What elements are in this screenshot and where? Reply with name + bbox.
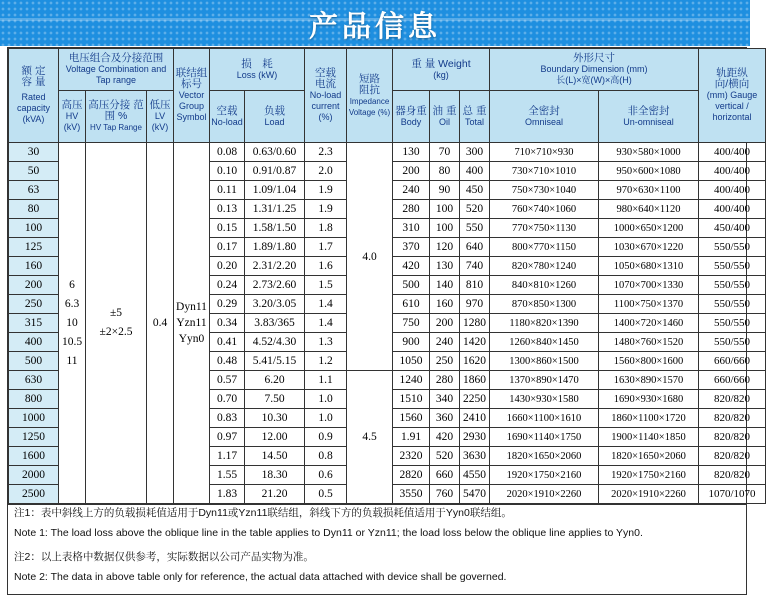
table-cell: 1050 — [393, 352, 430, 371]
table-cell: 100 — [430, 219, 460, 238]
table-cell: 500 — [9, 352, 59, 371]
table-cell: 0.8 — [305, 447, 347, 466]
loss-zh: 损 耗 — [241, 57, 273, 70]
table-cell: 4550 — [460, 466, 490, 485]
tap-zh: 高压分接 范围 % — [88, 99, 144, 122]
table-cell: 1.0 — [305, 390, 347, 409]
table-cell: 2250 — [460, 390, 490, 409]
table-cell: 400/400 — [699, 162, 766, 181]
table-cell: 1300×860×1500 — [490, 352, 599, 371]
table-cell: 1.4 — [305, 295, 347, 314]
col-noload — [210, 91, 245, 143]
table-cell: 3550 — [393, 485, 430, 504]
loss-en: Loss (kW) — [236, 69, 278, 80]
col-impedance — [347, 49, 393, 143]
note1-zh: 注1：表中斜线上方的负载损耗值适用于Dyn11或Yzn11联结组，斜线下方的负载损耗值适用于Yyn0联结组。 — [14, 507, 512, 519]
dim-en: Boundary Dimension (mm) — [540, 64, 648, 74]
table-cell: 125 — [9, 238, 59, 257]
table-cell: 2.31/2.20 — [245, 257, 305, 276]
table-cell: 1.17 — [210, 447, 245, 466]
table-cell: 630 — [9, 371, 59, 390]
spec-table — [8, 48, 766, 504]
table-cell: 0.17 — [210, 238, 245, 257]
table-cell: 200 — [430, 314, 460, 333]
table-cell: 900 — [393, 333, 430, 352]
table-cell: 0.20 — [210, 257, 245, 276]
table-cell: 2.73/2.60 — [245, 276, 305, 295]
table-cell: 800×770×1150 — [490, 238, 599, 257]
table-cell: 0.6 — [305, 466, 347, 485]
table-cell: 0.10 — [210, 162, 245, 181]
table-cell: 90 — [430, 181, 460, 200]
col-lv — [147, 91, 174, 143]
table-cell: 930×580×1000 — [599, 143, 699, 162]
table-cell: 160 — [9, 257, 59, 276]
vector-value: Yyn0 — [178, 333, 205, 345]
table-cell: 0.57 — [210, 371, 245, 390]
table-cell: 1420 — [460, 333, 490, 352]
table-cell: 660 — [430, 466, 460, 485]
table-cell: 14.50 — [245, 447, 305, 466]
table-cell: 550/550 — [699, 333, 766, 352]
table-cell: 0.5 — [305, 485, 347, 504]
table-cell: 1070/1070 — [699, 485, 766, 504]
table-cell: 1.58/1.50 — [245, 219, 305, 238]
table-cell: 840×810×1260 — [490, 276, 599, 295]
table-cell: 0.15 — [210, 219, 245, 238]
table-cell: 1.6 — [305, 257, 347, 276]
table-cell: 550/550 — [699, 276, 766, 295]
table-cell: 370 — [393, 238, 430, 257]
table-cell: 300 — [460, 143, 490, 162]
omni-zh: 全密封 — [528, 104, 560, 117]
table-cell: 3630 — [460, 447, 490, 466]
col-hv — [59, 91, 86, 143]
table-cell: 10.30 — [245, 409, 305, 428]
table-cell: 1560 — [393, 409, 430, 428]
lv-merged-cell: 0.4 — [147, 143, 174, 504]
table-cell: 2820 — [393, 466, 430, 485]
page-title: 产品信息 — [308, 9, 441, 43]
vector-zh: 联结组 标号 — [175, 67, 208, 90]
table-cell: 2000 — [9, 466, 59, 485]
dim-formula: 长(L)×宽(W)×高(H) — [556, 75, 632, 85]
table-cell: 550/550 — [699, 257, 766, 276]
col-oil — [430, 91, 460, 143]
gauge-en: (mm) Gauge vertical / horizontal — [706, 90, 758, 122]
weight-zh: 重 量 Weight — [411, 57, 471, 70]
table-cell: 1240 — [393, 371, 430, 390]
table-cell: 420 — [393, 257, 430, 276]
hv-value: 6 — [69, 278, 75, 291]
table-cell: 1860×1100×1720 — [599, 409, 699, 428]
table-cell: 80 — [9, 200, 59, 219]
table-cell: 1560×800×1600 — [599, 352, 699, 371]
impedance-zh: 短路 阻抗 — [359, 72, 380, 96]
lv-zh: 低压 — [149, 99, 171, 111]
total-zh: 总 重 — [462, 104, 487, 117]
table-cell: 1820×1650×2060 — [599, 447, 699, 466]
table-cell: 280 — [430, 371, 460, 390]
table-cell: 315 — [9, 314, 59, 333]
table-cell: 1070×700×1330 — [599, 276, 699, 295]
vector-en: Vector Group Symbol — [176, 90, 207, 122]
table-cell: 12.00 — [245, 428, 305, 447]
table-cell: 250 — [9, 295, 59, 314]
table-cell: 400 — [460, 162, 490, 181]
table-cell: 450 — [460, 181, 490, 200]
impedance-merged-b: 4.5 — [347, 371, 393, 504]
table-cell: 200 — [9, 276, 59, 295]
note2-zh: 注2：以上表格中数据仅供参考，实际数据以公司产品实物为准。 — [14, 551, 314, 563]
table-cell: 500 — [393, 276, 430, 295]
table-cell: 1600 — [9, 447, 59, 466]
hv-zh: 高压 — [61, 99, 83, 111]
col-noload-current — [305, 49, 347, 143]
hv-value: 11 — [66, 354, 78, 367]
table-cell: 550/550 — [699, 238, 766, 257]
table-cell: 1.3 — [305, 333, 347, 352]
table-cell: 1620 — [460, 352, 490, 371]
hv-merged-cell — [59, 143, 86, 504]
table-cell: 400/400 — [699, 143, 766, 162]
table-cell: 1480×760×1520 — [599, 333, 699, 352]
table-cell: 1.83 — [210, 485, 245, 504]
table-cell: 0.91/0.87 — [245, 162, 305, 181]
table-cell: 520 — [460, 200, 490, 219]
table-cell: 820/820 — [699, 428, 766, 447]
rated-en: Rated capacity (kVA) — [16, 92, 51, 124]
vector-value: Dyn11 — [176, 301, 207, 313]
table-cell: 5470 — [460, 485, 490, 504]
spec-table-body — [9, 143, 766, 504]
table-cell: 0.08 — [210, 143, 245, 162]
table-cell: 100 — [9, 219, 59, 238]
col-dimension — [490, 49, 699, 91]
table-cell: 400 — [9, 333, 59, 352]
table-cell: 1.9 — [305, 181, 347, 200]
table-cell: 970 — [460, 295, 490, 314]
table-cell: 970×630×1100 — [599, 181, 699, 200]
table-cell: 2320 — [393, 447, 430, 466]
tap-value: ±2×2.5 — [99, 326, 133, 338]
table-cell: 1050×680×1310 — [599, 257, 699, 276]
col-weight — [393, 49, 490, 91]
table-cell: 1430×930×1580 — [490, 390, 599, 409]
tap-merged-cell — [86, 143, 147, 504]
unomni-zh: 非全密封 — [627, 104, 670, 117]
vector-value: Yzn11 — [176, 317, 207, 329]
table-cell: 1.4 — [305, 314, 347, 333]
table-cell: 450/400 — [699, 219, 766, 238]
noload-en: No-load — [211, 116, 243, 127]
weight-en: (kg) — [433, 69, 449, 80]
table-cell: 200 — [393, 162, 430, 181]
table-cell: 810 — [460, 276, 490, 295]
col-voltage-combination — [59, 49, 174, 91]
col-unomniseal — [599, 91, 699, 143]
table-cell: 4.52/4.30 — [245, 333, 305, 352]
table-cell: 1400×720×1460 — [599, 314, 699, 333]
spec-table-container — [7, 47, 758, 505]
table-cell: 820/820 — [699, 409, 766, 428]
table-cell: 160 — [430, 295, 460, 314]
table-cell: 0.63/0.60 — [245, 143, 305, 162]
table-cell: 0.29 — [210, 295, 245, 314]
table-cell: 950×600×1080 — [599, 162, 699, 181]
tap-en: HV Tap Range — [90, 123, 142, 132]
table-cell: 2930 — [460, 428, 490, 447]
table-cell: 400/400 — [699, 200, 766, 219]
table-cell: 310 — [393, 219, 430, 238]
table-cell: 1260×840×1450 — [490, 333, 599, 352]
table-cell: 740 — [460, 257, 490, 276]
table-cell: 750 — [393, 314, 430, 333]
body-zh: 器身重 — [395, 104, 427, 117]
table-cell: 2500 — [9, 485, 59, 504]
table-cell: 870×850×1300 — [490, 295, 599, 314]
table-cell: 6.20 — [245, 371, 305, 390]
table-cell: 550/550 — [699, 295, 766, 314]
table-cell: 1.8 — [305, 219, 347, 238]
col-load — [245, 91, 305, 143]
table-cell: 0.97 — [210, 428, 245, 447]
table-cell: 400/400 — [699, 181, 766, 200]
col-vector-group — [174, 49, 210, 143]
table-cell: 240 — [430, 333, 460, 352]
table-cell: 50 — [9, 162, 59, 181]
table-cell: 80 — [430, 162, 460, 181]
table-cell: 2020×1910×2260 — [599, 485, 699, 504]
table-cell: 140 — [430, 276, 460, 295]
col-rated-capacity — [9, 49, 59, 143]
table-cell: 1660×1100×1610 — [490, 409, 599, 428]
table-cell: 1.89/1.80 — [245, 238, 305, 257]
table-cell: 1280 — [460, 314, 490, 333]
table-cell: 1.09/1.04 — [245, 181, 305, 200]
table-cell: 820/820 — [699, 390, 766, 409]
col-total — [460, 91, 490, 143]
table-cell: 7.50 — [245, 390, 305, 409]
table-cell: 1900×1140×1850 — [599, 428, 699, 447]
col-gauge — [699, 49, 766, 143]
hv-en: HV (kV) — [63, 111, 81, 132]
table-cell: 770×750×1130 — [490, 219, 599, 238]
load-en: Load — [264, 116, 285, 127]
impedance-en: Impedance Voltage (%) — [348, 96, 391, 117]
table-cell: 280 — [393, 200, 430, 219]
table-cell: 710×710×930 — [490, 143, 599, 162]
table-cell: 18.30 — [245, 466, 305, 485]
table-cell: 1.9 — [305, 200, 347, 219]
table-cell: 820×780×1240 — [490, 257, 599, 276]
table-cell: 30 — [9, 143, 59, 162]
table-cell: 3.20/3.05 — [245, 295, 305, 314]
table-cell: 640 — [460, 238, 490, 257]
table-cell: 240 — [393, 181, 430, 200]
table-cell: 3.83/365 — [245, 314, 305, 333]
table-cell: 21.20 — [245, 485, 305, 504]
noload-zh: 空载 — [216, 104, 238, 117]
table-cell: 250 — [430, 352, 460, 371]
voltage-en: Voltage Combination and Tap range — [65, 64, 167, 85]
table-cell: 1.55 — [210, 466, 245, 485]
table-cell: 520 — [430, 447, 460, 466]
table-cell: 0.13 — [210, 200, 245, 219]
table-cell: 1820×1650×2060 — [490, 447, 599, 466]
table-cell: 1920×1750×2160 — [490, 466, 599, 485]
table-cell: 1030×670×1220 — [599, 238, 699, 257]
table-cell: 1000 — [9, 409, 59, 428]
load-zh: 负载 — [264, 104, 285, 117]
table-cell: 730×710×1010 — [490, 162, 599, 181]
table-cell: 0.48 — [210, 352, 245, 371]
table-cell: 1180×820×1390 — [490, 314, 599, 333]
table-cell: 980×640×1120 — [599, 200, 699, 219]
table-cell: 120 — [430, 238, 460, 257]
table-cell: 2410 — [460, 409, 490, 428]
vector-merged-cell — [174, 143, 210, 504]
table-cell: 1690×930×1680 — [599, 390, 699, 409]
omni-en: Omniseal — [524, 116, 563, 127]
table-cell: 0.41 — [210, 333, 245, 352]
table-cell: 820/820 — [699, 466, 766, 485]
hv-value: 6.3 — [64, 297, 80, 310]
table-cell: 100 — [430, 200, 460, 219]
table-cell: 130 — [430, 257, 460, 276]
dim-zh: 外形尺寸 — [573, 52, 615, 64]
table-cell: 1.91 — [393, 428, 430, 447]
voltage-zh: 电压组合及分接范围 — [68, 52, 164, 64]
col-omniseal — [490, 91, 599, 143]
oil-en: Oil — [439, 116, 450, 127]
table-cell: 610 — [393, 295, 430, 314]
table-cell: 1630×890×1570 — [599, 371, 699, 390]
table-cell: 760 — [430, 485, 460, 504]
table-cell: 1.2 — [305, 352, 347, 371]
table-cell: 0.83 — [210, 409, 245, 428]
table-cell: 2020×1910×2260 — [490, 485, 599, 504]
table-cell: 1000×650×1200 — [599, 219, 699, 238]
table-cell: 800 — [9, 390, 59, 409]
table-cell: 1920×1750×2160 — [599, 466, 699, 485]
table-cell: 550/550 — [699, 314, 766, 333]
table-row — [9, 143, 766, 162]
table-cell: 0.9 — [305, 428, 347, 447]
table-cell: 1.1 — [305, 371, 347, 390]
table-cell: 1370×890×1470 — [490, 371, 599, 390]
table-cell: 1690×1140×1750 — [490, 428, 599, 447]
table-cell: 2.3 — [305, 143, 347, 162]
table-cell: 340 — [430, 390, 460, 409]
table-cell: 750×730×1040 — [490, 181, 599, 200]
table-cell: 1510 — [393, 390, 430, 409]
table-cell: 2.0 — [305, 162, 347, 181]
table-cell: 820/820 — [699, 447, 766, 466]
table-cell: 1.0 — [305, 409, 347, 428]
unomni-en: Un-omniseal — [623, 116, 674, 127]
table-cell: 760×740×1060 — [490, 200, 599, 219]
table-cell: 63 — [9, 181, 59, 200]
table-cell: 130 — [393, 143, 430, 162]
table-cell: 1860 — [460, 371, 490, 390]
hv-value: 10 — [66, 316, 78, 329]
table-cell: 0.11 — [210, 181, 245, 200]
table-cell: 1.31/1.25 — [245, 200, 305, 219]
table-cell: 660/660 — [699, 352, 766, 371]
table-cell: 70 — [430, 143, 460, 162]
table-cell: 0.70 — [210, 390, 245, 409]
table-cell: 360 — [430, 409, 460, 428]
oil-zh: 油 重 — [432, 104, 457, 117]
nlcurrent-zh: 空载 电流 — [315, 67, 336, 90]
gauge-zh: 轨距纵 向/横向 — [714, 67, 750, 90]
lv-en: LV (kV) — [151, 111, 169, 132]
table-cell: 0.24 — [210, 276, 245, 295]
impedance-merged-a: 4.0 — [347, 143, 393, 371]
title-banner — [0, 0, 750, 46]
table-cell: 1100×750×1370 — [599, 295, 699, 314]
hv-value: 10.5 — [61, 335, 83, 348]
col-tap — [86, 91, 147, 143]
col-loss — [210, 49, 305, 91]
table-cell: 420 — [430, 428, 460, 447]
tap-value: ±5 — [109, 307, 123, 319]
rated-zh: 额 定 容 量 — [21, 65, 46, 88]
table-cell: 1250 — [9, 428, 59, 447]
table-cell: 1.7 — [305, 238, 347, 257]
col-body — [393, 91, 430, 143]
table-cell: 5.41/5.15 — [245, 352, 305, 371]
body-en: Body — [400, 116, 422, 127]
table-cell: 660/660 — [699, 371, 766, 390]
table-cell: 0.34 — [210, 314, 245, 333]
table-cell: 1.5 — [305, 276, 347, 295]
note1-en: Note 1: The load loss above the oblique line in the table applies to Dyn11 or Yzn11; the load loss below the oblique line applies to Yyn0. — [14, 527, 643, 539]
note2-en: Note 2: The data in above table only for reference, the actual data attached with device shall be governed. — [14, 571, 507, 583]
table-cell: 550 — [460, 219, 490, 238]
total-en: Total — [464, 116, 484, 127]
nlcurrent-en: No-load current (%) — [309, 90, 342, 122]
notes-section — [7, 496, 747, 595]
